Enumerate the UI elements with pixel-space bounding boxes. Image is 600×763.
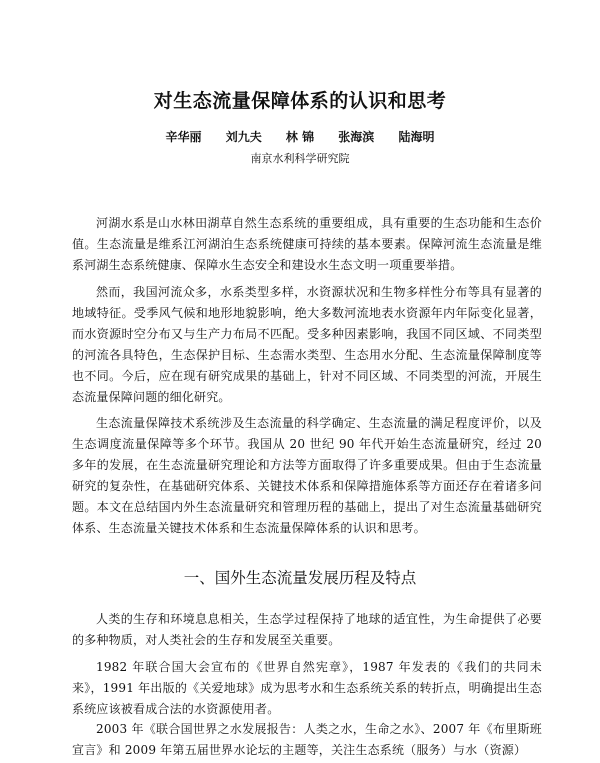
author-name: 林 锦 — [285, 130, 315, 144]
author-name: 辛华丽 — [165, 130, 202, 144]
author-name: 刘九夫 — [225, 130, 262, 144]
body-paragraph: 然而，我国河流众多，水系类型多样，水资源状况和生物多样性分布等具有显著的地域特征。受季风气候和地形地貌影响，绝大多数河流地表水资源年内年际变化显著，而水资源时空分布又与生产力布局不匹配。受多种因素影响，我国不同区域、不同类型的河流各具特色，生态保护目标、生态需水类型、生态用水分配、生态流量保障制度等也不同。今后，应在现有研究成果的基础上，针对不同区域、不同类型的河流，开展生态流量保障问题的细化研究。 — [72, 285, 542, 404]
body-paragraph: 河湖水系是山水林田湖草自然生态系统的重要组成，具有重要的生态功能和生态价值。生态流量是维系江河湖泊生态系统健康可持续的基本要素。保障河流生态流量是维系河湖生态系统健康、保障水生态安全和建设水生态文明一项重要举措。 — [72, 216, 542, 272]
author-name: 张海滨 — [338, 130, 375, 144]
body-paragraph: 2003 年《联合国世界之水发展报告：人类之水，生命之水》、2007 年《布里斯班宣言》和 2009 年第五届世界水论坛的主题等，关注生态系统（服务）与水（资源） — [72, 722, 542, 757]
body-paragraph: 人类的生存和环境息息相关，生态学过程保持了地球的适宜性，为生命提供了必要的多种物质，对人类社会的生存和发展至关重要。 — [72, 612, 542, 647]
section-heading: 一、国外生态流量发展历程及特点 — [183, 569, 417, 587]
body-paragraph: 生态流量保障技术系统涉及生态流量的科学确定、生态流量的满足程度评价，以及生态调度流量保障等多个环节。我国从 20 世纪 90 年代开始生态流量研究，经过 20 多年的发展，在生态流量研究理论和方法等方面取得了许多重要成果。但由于生态流量研究的复杂性，在基础研究体系、关键技术体系和保障措施体系等方面还存在着诸多问题。本文在总结国内外生态流量研究和管理历程的基础上，提出了对生态流量基础研究体系、生态流量关键技术体系和生态流量保障体系的认识和思考。 — [72, 416, 542, 535]
author-list — [0, 128, 600, 145]
affiliation: 南京水利科学研究院 — [250, 152, 350, 165]
body-paragraph: 1982 年联合国大会宣布的《世界自然宪章》，1987 年发表的《我们的共同未来》，1991 年出版的《关爱地球》成为思考水和生态系统关系的转折点，明确提出生态系统应该被看成合法的水资源使用者。 — [72, 660, 542, 716]
author-name: 陆海明 — [398, 130, 435, 144]
paper-title: 对生态流量保障体系的认识和思考 — [153, 90, 447, 112]
